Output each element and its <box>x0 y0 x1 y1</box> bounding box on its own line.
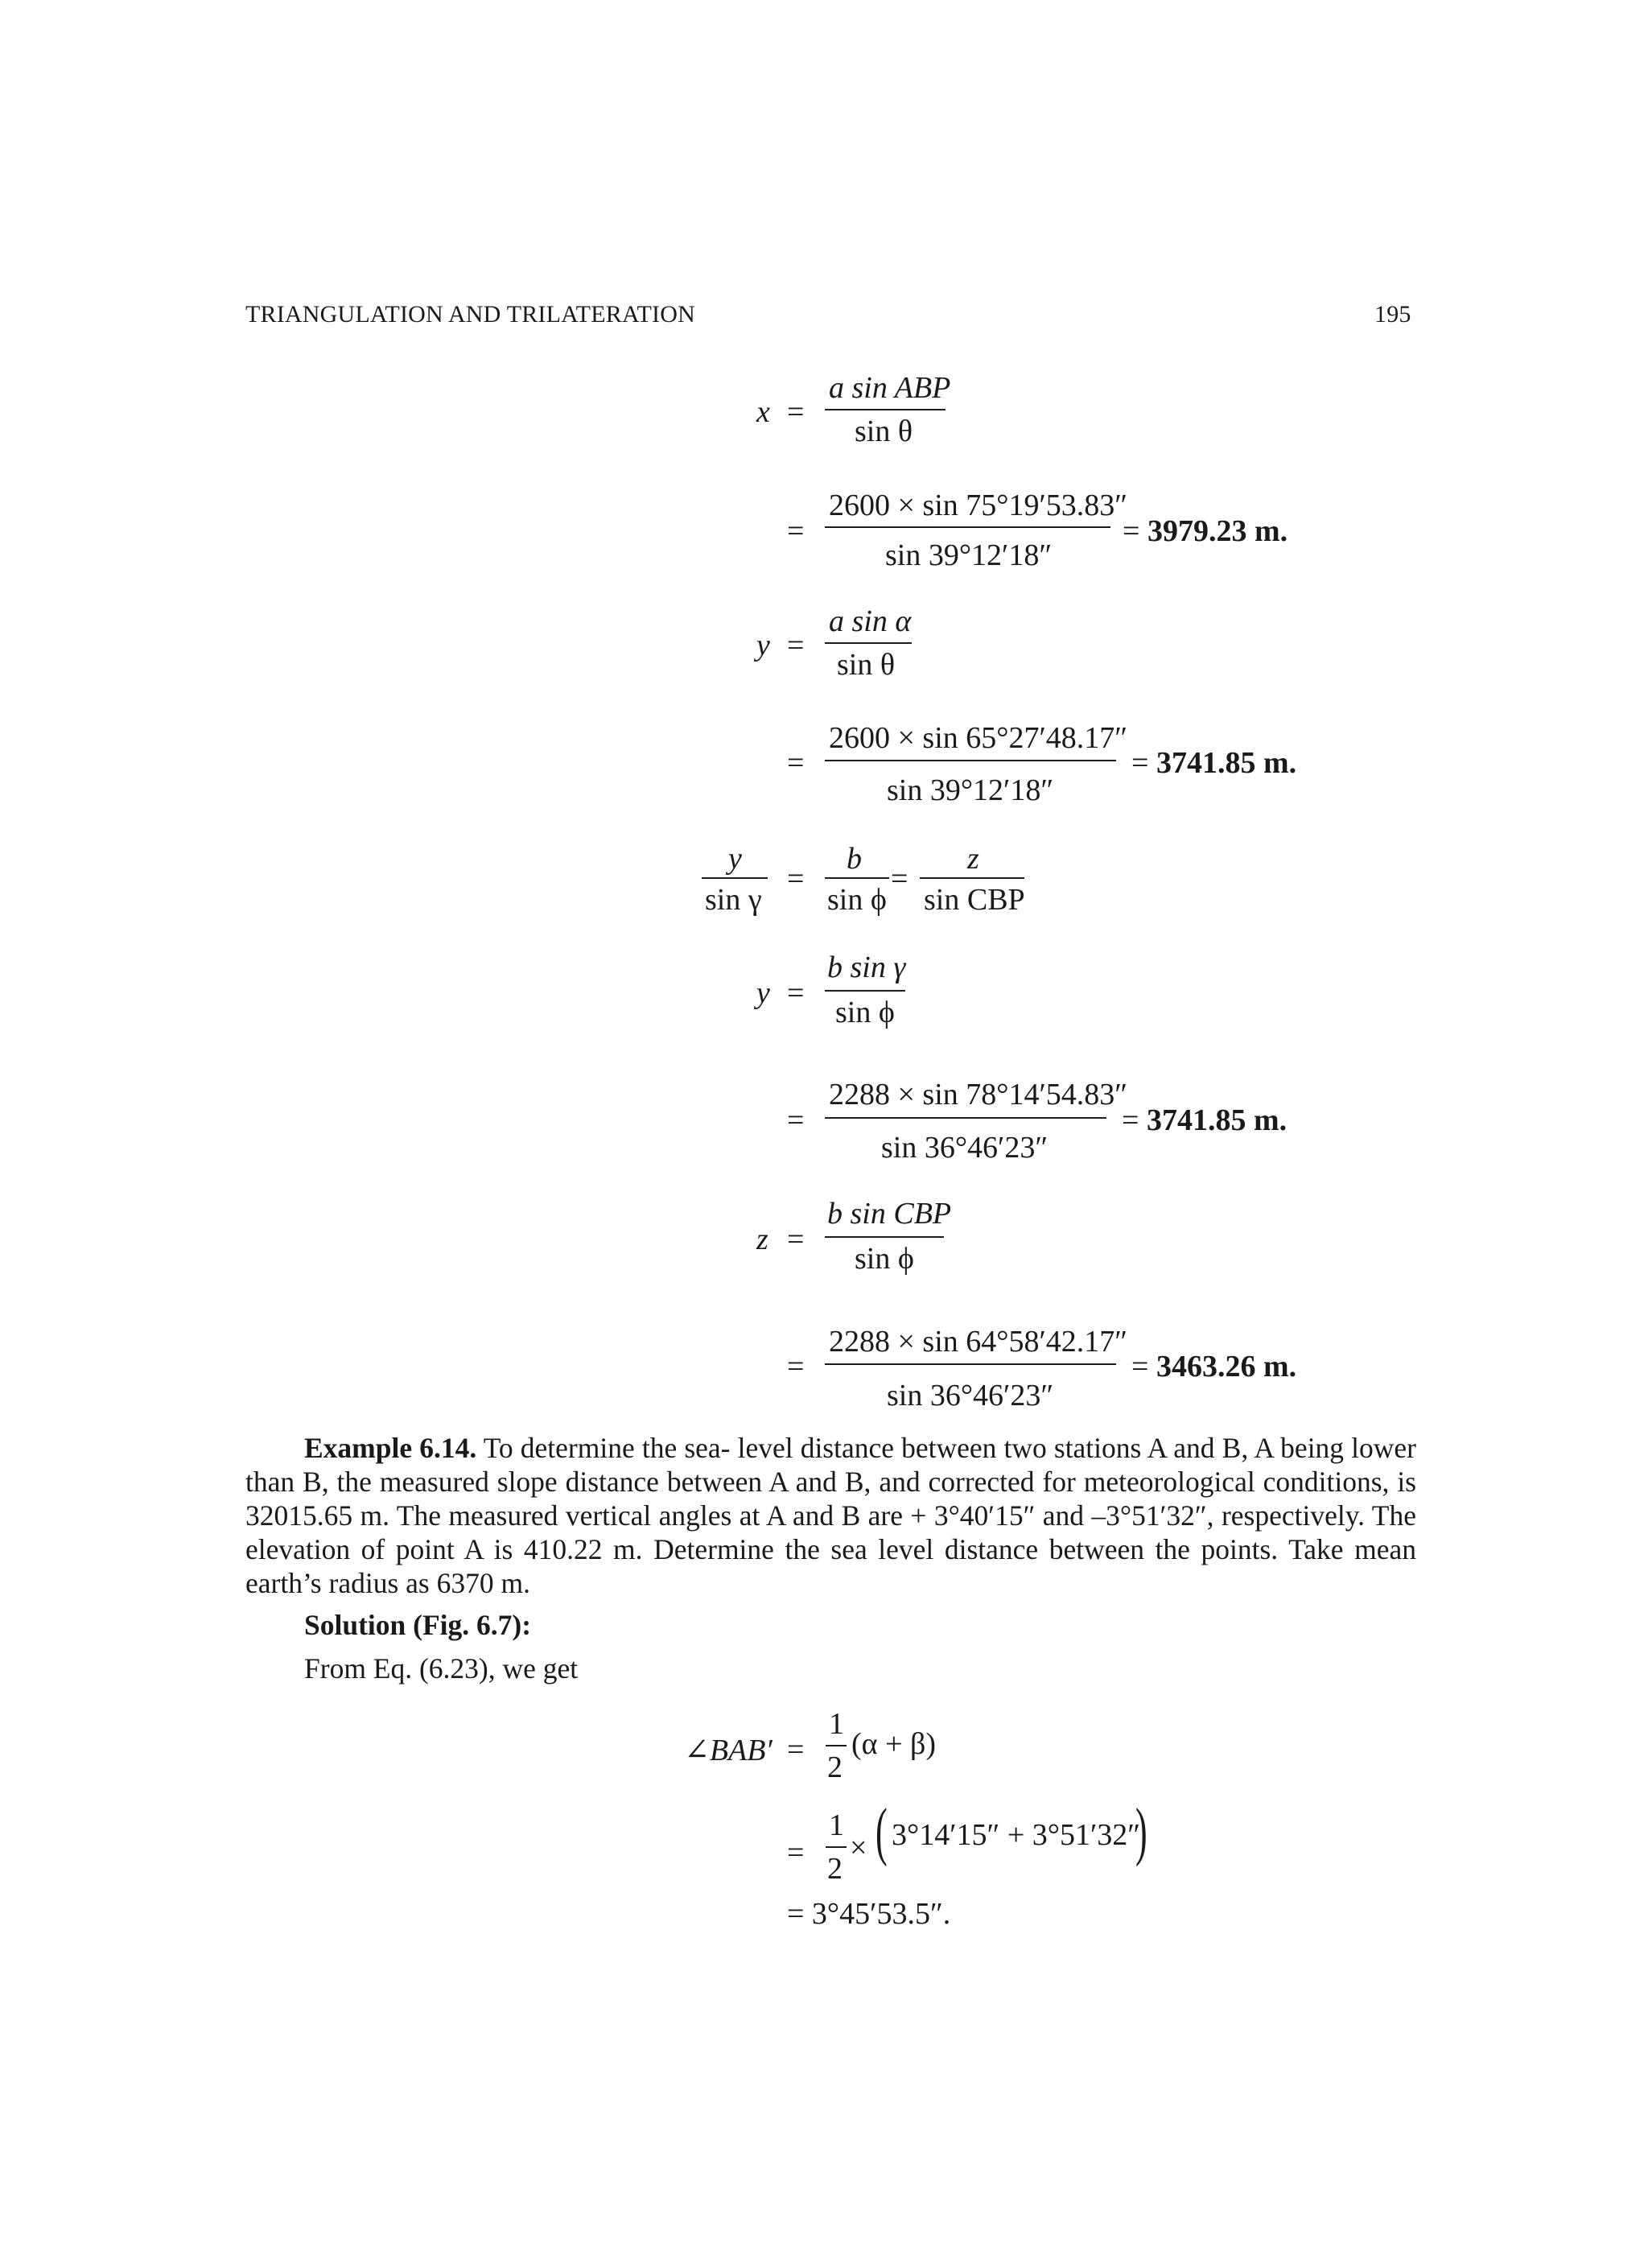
fraction-bar <box>825 760 1116 761</box>
y2-value-denominator: sin 36°46′23″ <box>881 1131 1049 1165</box>
x-result: = 3979.23 m. <box>1123 514 1288 548</box>
times-sign: × <box>850 1831 867 1865</box>
angle-final: = 3°45′53.5″. <box>787 1897 951 1931</box>
y-result: = 3741.85 m. <box>1131 746 1297 780</box>
equals-sign: = <box>787 1223 805 1256</box>
z-lhs: z <box>756 1223 768 1256</box>
fraction-bar <box>825 409 946 410</box>
x-value-numerator: 2600 × sin 75°19′53.83″ <box>829 489 1128 522</box>
fraction-bar <box>825 1117 1106 1119</box>
z-value-denominator: sin 36°46′23″ <box>887 1379 1054 1412</box>
fraction-bar <box>920 877 1024 879</box>
equals-sign: = <box>787 1103 805 1137</box>
angle-lhs: ∠BAB′ <box>684 1734 772 1767</box>
ratio-sin-cbp: sin CBP <box>924 883 1025 917</box>
equals-sign: = <box>787 746 805 780</box>
equals-sign: = <box>787 514 805 548</box>
equals-sign: = <box>787 629 805 662</box>
fraction-bar <box>826 1846 847 1848</box>
ratio-sin-phi: sin ϕ <box>827 883 887 917</box>
angles-sum: 3°14′15″ + 3°51′32″ <box>892 1818 1141 1852</box>
solution-intro: From Eq. (6.23), we get <box>304 1652 579 1685</box>
example-paragraph <box>245 1431 1416 1600</box>
example-label: Example 6.14. <box>304 1432 477 1464</box>
fraction-bar <box>702 877 768 879</box>
running-header: TRIANGULATION AND TRILATERATION <box>245 301 695 328</box>
equals-sign: = <box>891 862 908 896</box>
half-denominator: 2 <box>827 1750 843 1784</box>
fraction-bar <box>825 526 1110 528</box>
ratio-y: y <box>728 842 742 876</box>
y-numerator: a sin α <box>829 604 912 638</box>
y2-result: = 3741.85 m. <box>1122 1103 1288 1137</box>
half-numerator: 1 <box>829 1707 844 1741</box>
left-paren: ( <box>875 1796 888 1867</box>
y-value-numerator: 2600 × sin 65°27′48.17″ <box>829 721 1128 755</box>
equals-sign: = <box>787 1733 805 1767</box>
equals-sign: = <box>787 976 805 1010</box>
x-lhs: x <box>756 395 770 429</box>
y-lhs: y <box>756 629 770 662</box>
y-value-denominator: sin 39°12′18″ <box>887 773 1054 807</box>
y-denominator: sin θ <box>837 648 896 682</box>
x-value-denominator: sin 39°12′18″ <box>885 538 1053 572</box>
fraction-bar <box>825 877 889 879</box>
fraction-bar <box>825 1363 1116 1365</box>
equals-sign: = <box>787 1350 805 1383</box>
z-value-numerator: 2288 × sin 64°58′42.17″ <box>829 1325 1128 1359</box>
ratio-b: b <box>847 842 862 876</box>
y2-numerator: b sin γ <box>827 950 906 984</box>
z-denominator: sin ϕ <box>855 1242 914 1276</box>
alpha-plus-beta: (α + β) <box>851 1727 936 1761</box>
equals-sign: = <box>787 862 805 896</box>
x-numerator: a sin ABP <box>829 371 951 405</box>
page-number: 195 <box>1374 301 1411 328</box>
fraction-bar <box>825 642 912 644</box>
right-paren: ) <box>1135 1796 1147 1867</box>
y2-value-numerator: 2288 × sin 78°14′54.83″ <box>829 1078 1128 1111</box>
ratio-z: z <box>967 842 979 876</box>
equals-sign: = <box>787 1836 805 1870</box>
half-numerator: 1 <box>829 1808 844 1842</box>
solution-heading: Solution (Fig. 6.7): <box>304 1609 532 1641</box>
ratio-sin-gamma: sin γ <box>705 883 762 917</box>
equals-sign: = <box>787 395 805 429</box>
y2-denominator: sin ϕ <box>835 996 895 1029</box>
fraction-bar <box>825 990 905 992</box>
x-denominator: sin θ <box>855 414 913 448</box>
half-denominator: 2 <box>827 1852 843 1886</box>
fraction-bar <box>826 1745 847 1746</box>
fraction-bar <box>825 1236 944 1238</box>
example-text: To determine the sea- level distance between two stations A and B, A being lower than B, the measured slope distance between A and B, and corrected for meteorological conditions, is 32015.65 m. The measured vertical angles at A and B are + 3°40′15″ and –3°51′32″, respectively. The elevation of point A is 410.22 m. Determine the sea level distance between the points. Take mean earth’s radius as 6370 m. <box>245 1432 1416 1599</box>
y2-lhs: y <box>756 976 770 1010</box>
z-result: = 3463.26 m. <box>1131 1350 1297 1383</box>
z-numerator: b sin CBP <box>827 1197 952 1231</box>
